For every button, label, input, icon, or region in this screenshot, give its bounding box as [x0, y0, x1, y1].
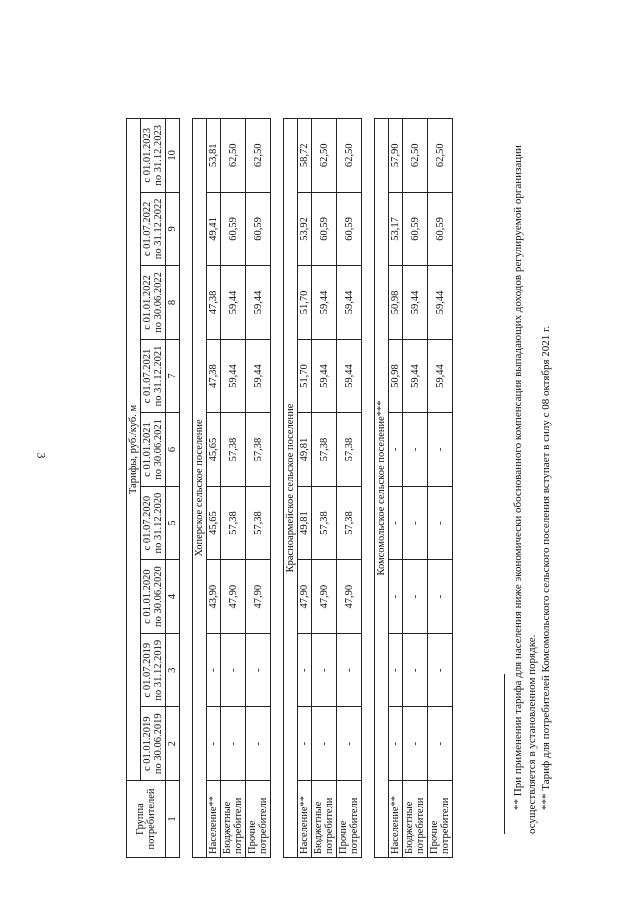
- column-number: 2: [166, 707, 180, 781]
- table-row: [298, 119, 312, 858]
- consumer-group: Бюджетные потребители: [312, 781, 337, 858]
- tariff-value: 49,81: [298, 413, 312, 487]
- tariff-value: -: [389, 633, 403, 707]
- tariff-value: 47,90: [337, 560, 362, 634]
- tariff-value: 62,50: [403, 119, 428, 193]
- tariff-value: 62,50: [221, 119, 246, 193]
- tariff-header: Тарифы, руб./куб. м: [127, 119, 141, 781]
- tariff-value: 59,44: [403, 339, 428, 413]
- column-number: 7: [166, 339, 180, 413]
- footnote-double-star: ** При применении тарифа для населения ниже экономически обоснованного компенсация выпадающих доходов регулируемой организации осуществляется в установленном порядке.: [512, 145, 538, 834]
- section-title-row: [284, 119, 298, 858]
- consumer-group: Прочие потребители: [246, 781, 271, 858]
- tariff-value: 60,59: [221, 192, 246, 266]
- table-row: [337, 119, 362, 858]
- consumer-group: Население**: [207, 781, 221, 858]
- tariff-value: -: [403, 707, 428, 781]
- column-number: 1: [166, 781, 180, 858]
- tariff-value: 49,81: [298, 486, 312, 560]
- period-header-row: [141, 119, 166, 858]
- column-number: 10: [166, 119, 180, 193]
- tariff-value: 62,50: [246, 119, 271, 193]
- tariff-value: -: [312, 707, 337, 781]
- tariff-value: -: [428, 486, 453, 560]
- period-header: с 01.01.2020 по 30.06.2020: [141, 560, 166, 634]
- tariff-value: 60,59: [403, 192, 428, 266]
- tariff-value: -: [207, 633, 221, 707]
- tariff-value: 62,50: [428, 119, 453, 193]
- period-header: с 01.01.2022 по 30.06.2022: [141, 266, 166, 340]
- tariff-value: -: [428, 707, 453, 781]
- tariff-value: 57,38: [337, 486, 362, 560]
- tariff-value: -: [207, 707, 221, 781]
- tariff-value: 47,38: [207, 266, 221, 340]
- period-header: с 01.07.2022 по 31.12.2022: [141, 192, 166, 266]
- section-title: Красноармейское сельское поселение: [284, 119, 298, 858]
- tariff-value: 47,90: [298, 560, 312, 634]
- tariff-value: 51,70: [298, 266, 312, 340]
- tariff-value: -: [389, 486, 403, 560]
- tariff-value: 58,72: [298, 119, 312, 193]
- tariff-value: 62,50: [312, 119, 337, 193]
- tariff-value: 60,59: [246, 192, 271, 266]
- tariff-value: 57,38: [337, 413, 362, 487]
- table-row: [428, 119, 453, 858]
- tariff-value: -: [246, 707, 271, 781]
- tariff-value: 59,44: [246, 339, 271, 413]
- period-header: с 01.07.2021 по 31.12.2021: [141, 339, 166, 413]
- tariff-value: 60,59: [337, 192, 362, 266]
- column-number: 6: [166, 413, 180, 487]
- period-header: с 01.07.2020 по 31.12.2020: [141, 486, 166, 560]
- tariff-value: 53,17: [389, 192, 403, 266]
- column-number: 3: [166, 633, 180, 707]
- tariff-value: 47,90: [246, 560, 271, 634]
- footnote-triple-star: *** Тариф для потребителей Комсомольского сельского поселения вступает в силу с 08 октября 2021 г.: [539, 325, 552, 810]
- footnotes: [512, 94, 553, 834]
- column-number: 9: [166, 192, 180, 266]
- tariff-value: -: [337, 707, 362, 781]
- tariff-value: -: [312, 633, 337, 707]
- tariff-value: -: [403, 486, 428, 560]
- period-header: с 01.01.2023 по 31.12.2023: [141, 119, 166, 193]
- period-header: с 01.07.2019 по 31.12.2019: [141, 633, 166, 707]
- period-header: с 01.01.2021 по 30.06.2021: [141, 413, 166, 487]
- consumer-group: Бюджетные потребители: [403, 781, 428, 858]
- tariff-value: 59,44: [312, 339, 337, 413]
- page-number: 3: [34, 452, 49, 459]
- consumer-group: Население**: [298, 781, 312, 858]
- tariff-value: 59,44: [337, 339, 362, 413]
- tariff-value: 60,59: [428, 192, 453, 266]
- tariff-value: 60,59: [312, 192, 337, 266]
- rotated-content: [126, 78, 606, 858]
- tariff-value: -: [221, 707, 246, 781]
- tariff-value: 53,81: [207, 119, 221, 193]
- tariff-value: 59,44: [246, 266, 271, 340]
- tariff-value: -: [403, 413, 428, 487]
- tariff-value: -: [403, 560, 428, 634]
- section-title-row: [193, 119, 207, 858]
- section-gap: [362, 119, 375, 858]
- tariff-value: -: [389, 707, 403, 781]
- consumer-group: Прочие потребители: [428, 781, 453, 858]
- tariff-value: -: [298, 707, 312, 781]
- table-row: [403, 119, 428, 858]
- table-body: [180, 119, 453, 858]
- tariff-value: 59,44: [221, 339, 246, 413]
- section-gap: [180, 119, 193, 858]
- tariff-value: -: [403, 633, 428, 707]
- tariff-value: 57,38: [221, 486, 246, 560]
- tariff-value: 49,41: [207, 192, 221, 266]
- consumer-group: Прочие потребители: [337, 781, 362, 858]
- consumer-group: Население**: [389, 781, 403, 858]
- tariff-value: 59,44: [403, 266, 428, 340]
- table-row: [312, 119, 337, 858]
- tariff-value: 59,44: [428, 266, 453, 340]
- gap-cell: [180, 119, 193, 858]
- section-title: Комсомольское сельское поселение***: [375, 119, 389, 858]
- tariff-value: 45,65: [207, 413, 221, 487]
- column-number: 5: [166, 486, 180, 560]
- consumer-group: Бюджетные потребители: [221, 781, 246, 858]
- tariff-value: 57,38: [312, 413, 337, 487]
- tariff-value: 62,50: [337, 119, 362, 193]
- tariff-value: -: [428, 633, 453, 707]
- tariff-value: -: [389, 560, 403, 634]
- table-row: [207, 119, 221, 858]
- tariff-value: 57,38: [246, 486, 271, 560]
- table-row: [389, 119, 403, 858]
- tariff-value: 51,70: [298, 339, 312, 413]
- tariff-value: 57,38: [221, 413, 246, 487]
- tariff-value: -: [389, 413, 403, 487]
- tariff-value: 47,38: [207, 339, 221, 413]
- tariff-value: 59,44: [428, 339, 453, 413]
- gap-cell: [362, 119, 375, 858]
- tariff-value: 43,90: [207, 560, 221, 634]
- tariff-value: 50,98: [389, 266, 403, 340]
- tariff-table: [126, 118, 453, 858]
- column-number: 4: [166, 560, 180, 634]
- table-row: [246, 119, 271, 858]
- group-header: Группа потребителей: [127, 781, 166, 858]
- tariff-value: 47,90: [312, 560, 337, 634]
- tariff-value: 59,44: [312, 266, 337, 340]
- tariff-value: -: [428, 560, 453, 634]
- section-title: Хоперское сельское поселение: [193, 119, 207, 858]
- footnote-rule: [504, 674, 505, 834]
- tariff-value: -: [337, 633, 362, 707]
- period-header: с 01.01.2019 по 30.06.2019: [141, 707, 166, 781]
- tariff-value: 57,38: [312, 486, 337, 560]
- table-row: [221, 119, 246, 858]
- tariff-value: -: [298, 633, 312, 707]
- section-gap: [271, 119, 284, 858]
- tariff-value: 45,65: [207, 486, 221, 560]
- tariff-value: -: [428, 413, 453, 487]
- tariff-value: 47,90: [221, 560, 246, 634]
- tariff-value: 57,38: [246, 413, 271, 487]
- tariff-value: 59,44: [337, 266, 362, 340]
- tariff-value: -: [246, 633, 271, 707]
- gap-cell: [271, 119, 284, 858]
- column-number-row: [166, 119, 180, 858]
- tariff-value: 50,98: [389, 339, 403, 413]
- column-number: 8: [166, 266, 180, 340]
- tariff-value: 59,44: [221, 266, 246, 340]
- section-title-row: [375, 119, 389, 858]
- tariff-value: -: [221, 633, 246, 707]
- tariff-value: 53,92: [298, 192, 312, 266]
- tariff-value: 57,90: [389, 119, 403, 193]
